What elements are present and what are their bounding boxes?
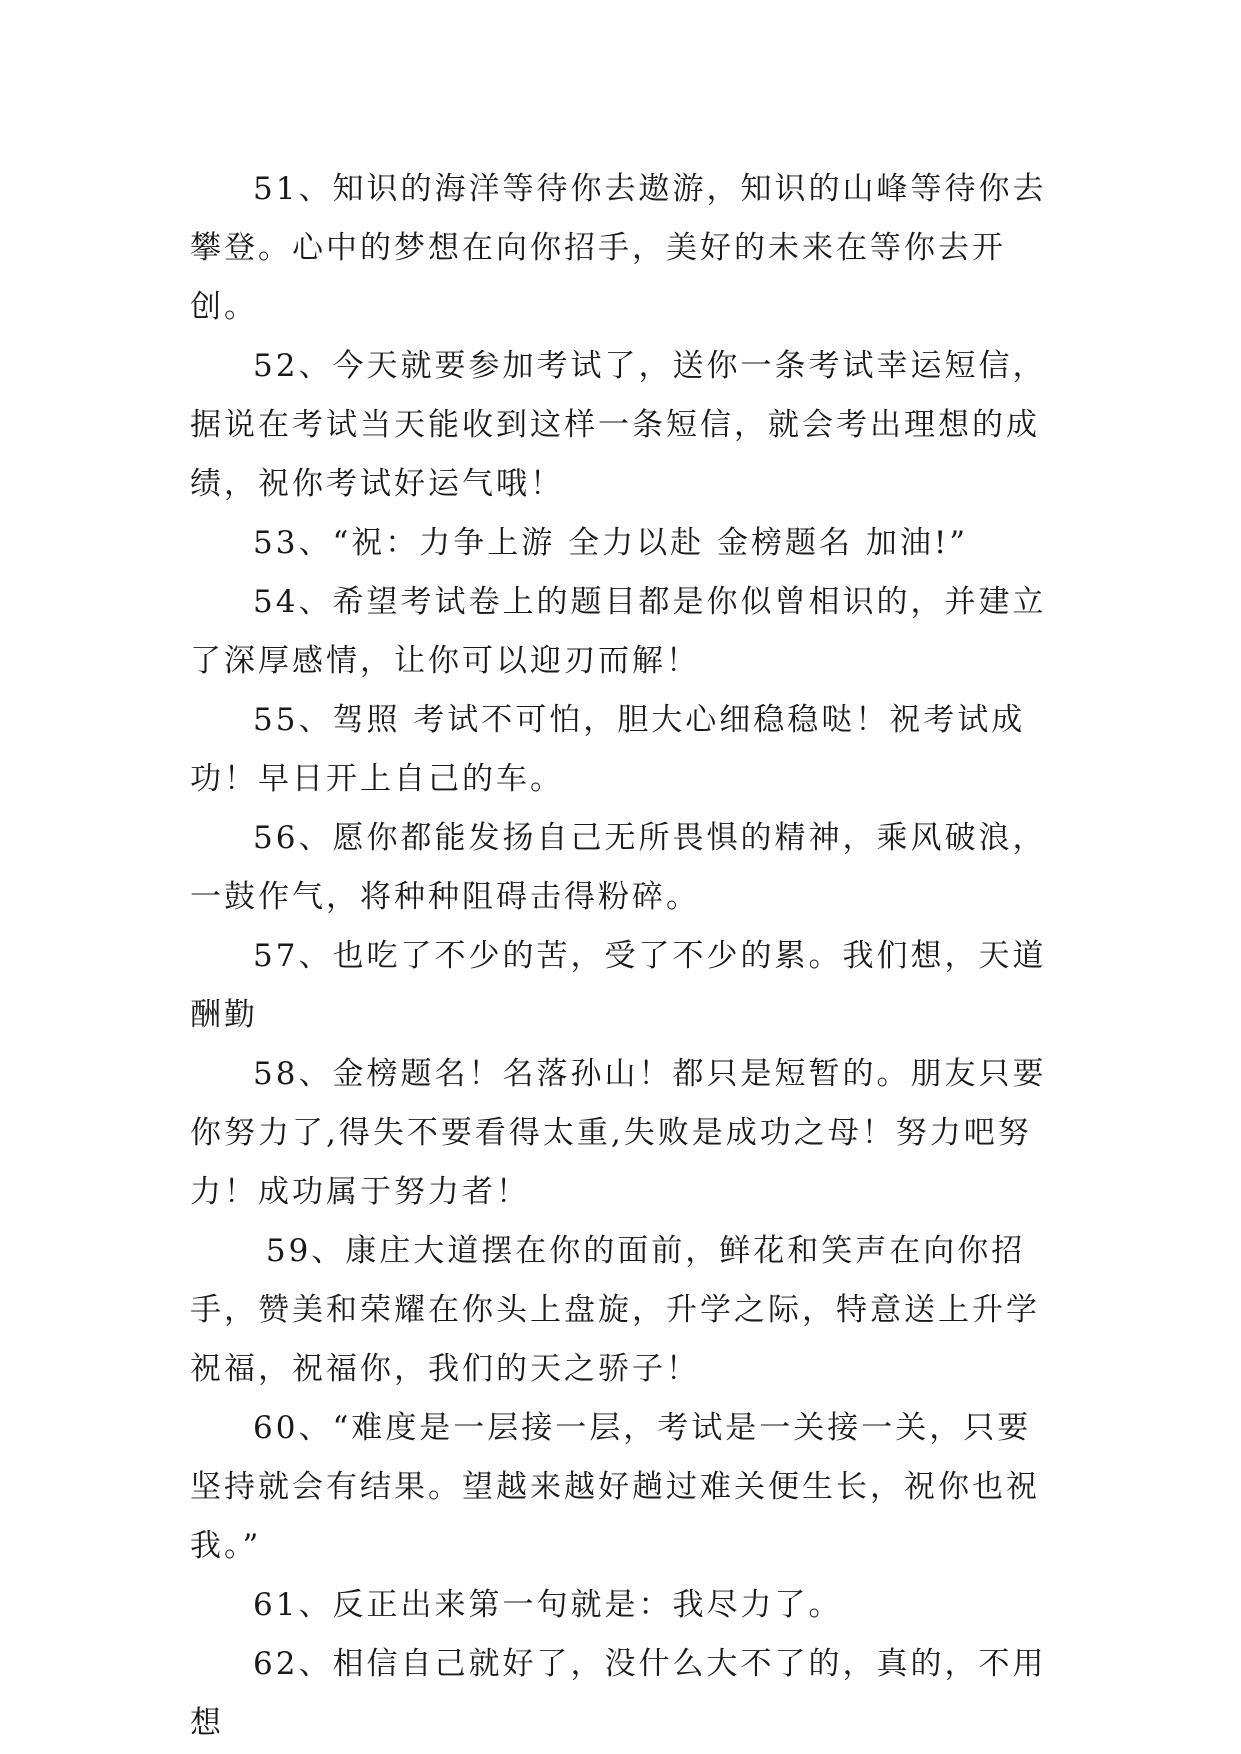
paragraph-62: 62、相信自己就好了，没什么大不了的，真的，不用想 [190, 1646, 1047, 1741]
paragraph-59: 59、康庄大道摆在你的面前，鲜花和笑声在向你招手，赞美和荣耀在你头上盘旋，升学之际，特意送上升学祝福，祝福你，我们的天之骄子！ [190, 1233, 1040, 1387]
paragraph-60: 60、“难度是一层接一层，考试是一关接一关，只要坚持就会有结果。望越来越好趟过难关便生长，祝你也祝我。” [190, 1410, 1040, 1564]
paragraph-57: 57、也吃了不少的苦，受了不少的累。我们想，天道酬勤 [190, 938, 1047, 1033]
paragraph-54: 54、希望考试卷上的题目都是你似曾相识的，并建立了深厚感情，让你可以迎刃而解！ [190, 584, 1047, 679]
paragraph-56: 56、愿你都能发扬自己无所畏惧的精神，乘风破浪，一鼓作气，将种种阻碍击得粉碎。 [190, 820, 1047, 915]
paragraph-51: 51、知识的海洋等待你去遨游，知识的山峰等待你去攀登。心中的梦想在向你招手，美好的未来在等你去开创。 [190, 171, 1047, 325]
paragraph-58: 58、金榜题名！名落孙山！都只是短暂的。朋友只要你努力了,得失不要看得太重,失败是成功之母！努力吧努力！成功属于努力者！ [190, 1056, 1047, 1210]
paragraph-53: 53、“祝：力争上游 全力以赴 金榜题名 加油!” [253, 525, 969, 561]
document-body [190, 160, 1060, 1753]
paragraph-55: 55、驾照 考试不可怕，胆大心细稳稳哒！祝考试成功！早日开上自己的车。 [190, 702, 1026, 797]
paragraph-52: 52、今天就要参加考试了，送你一条考试幸运短信，据说在考试当天能收到这样一条短信，就会考出理想的成绩，祝你考试好运气哦！ [190, 348, 1047, 502]
paragraph-61: 61、反正出来第一句就是：我尽力了。 [253, 1587, 843, 1623]
